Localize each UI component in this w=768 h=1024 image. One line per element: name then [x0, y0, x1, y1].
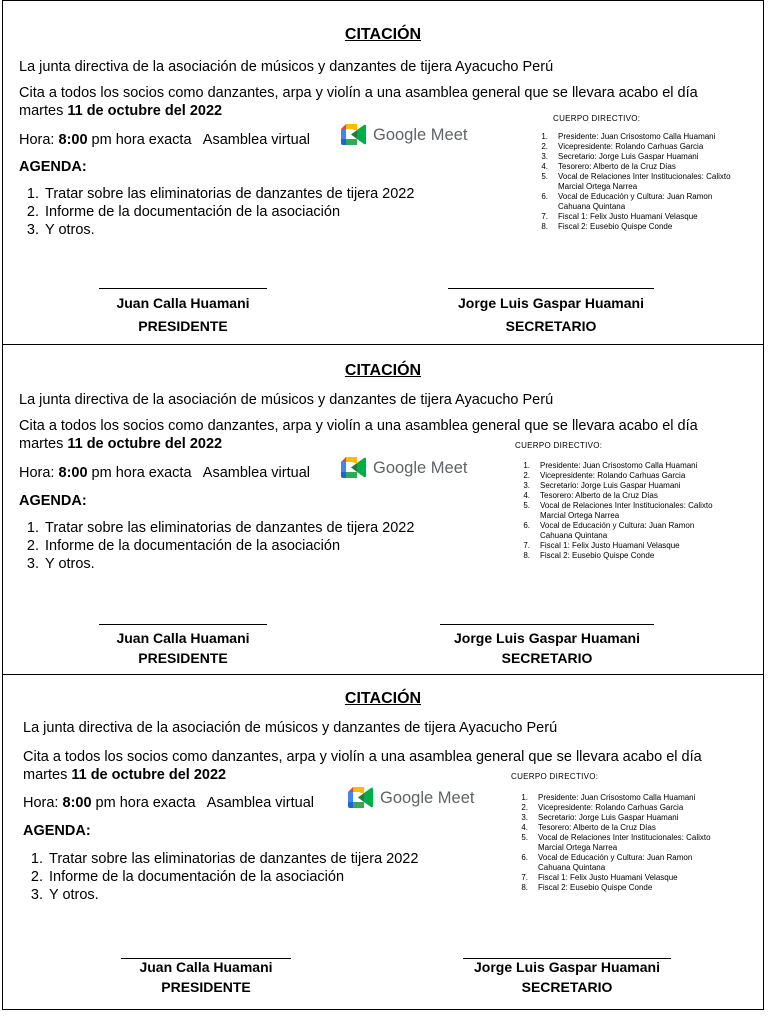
board-member: 2. Vicepresidente: Rolando Carhuas Garcia	[521, 803, 684, 812]
board-member: 8. Fiscal 2: Eusebio Quispe Conde	[541, 222, 673, 231]
secretary-name: Jorge Luis Gaspar Huamani	[454, 630, 640, 646]
agenda-item: 3. Y otros.	[30, 887, 99, 903]
secretary-role: SECRETARIO	[501, 650, 593, 666]
president-role: PRESIDENTE	[161, 979, 251, 995]
time-value: 8:00	[62, 795, 92, 811]
agenda-item: 2. Informe de la documentación de la asociación	[26, 538, 341, 554]
citation-card	[2, 674, 764, 1010]
agenda-list	[15, 185, 414, 239]
board-list	[508, 461, 723, 561]
agenda-item: 2. Informe de la documentación de la asociación	[30, 869, 345, 885]
citation-card	[2, 344, 764, 675]
board-member: 7. Fiscal 1: Felix Justo Huamani Velasque	[541, 212, 698, 221]
board-member: 5. Vocal de Relaciones Inter Institucionales: Calixto Marcial Ortega Narrea	[521, 833, 711, 852]
secretary-role: SECRETARIO	[505, 318, 597, 334]
board-member: 7. Fiscal 1: Felix Justo Huamani Velasque	[521, 873, 678, 882]
secretary-role: SECRETARIO	[521, 979, 613, 995]
board-member: 6. Vocal de Educación y Cultura: Juan Ramon Cahuana Quintana	[521, 853, 693, 872]
meeting-time-line	[19, 132, 310, 148]
invitation-date: 11 de octubre del 2022	[67, 103, 223, 119]
citation-title: CITACIÓN	[344, 362, 422, 379]
signature-line-secretary	[448, 288, 654, 289]
board-member: 3. Secretario: Jorge Luis Gaspar Huamani	[541, 152, 699, 161]
citation-title: CITACIÓN	[344, 26, 422, 43]
google-meet-logo	[348, 787, 474, 809]
president-name: Juan Calla Huamani	[139, 959, 273, 975]
invitation-date: 11 de octubre del 2022	[67, 436, 223, 452]
google-meet-label: Google Meet	[373, 125, 468, 144]
board-member: 5. Vocal de Relaciones Inter Institucionales: Calixto Marcial Ortega Narrea	[541, 172, 731, 191]
agenda-item: 1. Tratar sobre las eliminatorias de danzantes de tijera 2022	[26, 520, 415, 536]
board-heading: CUERPO DIRECTIVO:	[553, 114, 641, 123]
agenda-list	[15, 519, 414, 573]
board-member: 1. Presidente: Juan Crisostomo Calla Huamani	[523, 461, 698, 470]
president-name: Juan Calla Huamani	[116, 630, 250, 646]
board-member: 7. Fiscal 1: Felix Justo Huamani Velasque	[523, 541, 680, 550]
invitation-text: Cita a todos los socios como danzantes, arpa y violín a una asamblea general que se llevara acabo el día	[19, 418, 698, 434]
invitation-text: Cita a todos los socios como danzantes, arpa y violín a una asamblea general que se llevara acabo el día	[23, 749, 702, 765]
google-meet-icon	[341, 124, 367, 146]
google-meet-logo	[341, 124, 467, 146]
invitation-day: martes	[19, 436, 68, 452]
secretary-name: Jorge Luis Gaspar Huamani	[458, 295, 644, 311]
board-member: 1. Presidente: Juan Crisostomo Calla Huamani	[521, 793, 696, 802]
board-member: 2. Vicepresidente: Rolando Carhuas Garcia	[523, 471, 686, 480]
time-detail: pm hora exacta Asamblea virtual	[87, 465, 310, 481]
board-list	[526, 132, 741, 232]
agenda-item: 3. Y otros.	[26, 556, 95, 572]
google-meet-label: Google Meet	[380, 788, 475, 807]
signature-line-president	[99, 288, 267, 289]
time-label: Hora:	[19, 465, 59, 481]
time-value: 8:00	[58, 132, 88, 148]
board-member: 8. Fiscal 2: Eusebio Quispe Conde	[521, 883, 653, 892]
invitation-day: martes	[19, 103, 68, 119]
board-member: 6. Vocal de Educación y Cultura: Juan Ramon Cahuana Quintana	[523, 521, 695, 540]
signature-line-secretary	[440, 624, 654, 625]
board-member: 3. Secretario: Jorge Luis Gaspar Huamani	[523, 481, 681, 490]
intro-text: La junta directiva de la asociación de músicos y danzantes de tijera Ayacucho Perú	[19, 392, 554, 408]
president-role: PRESIDENTE	[138, 318, 228, 334]
agenda-heading: AGENDA:	[19, 493, 87, 509]
invitation-day: martes	[23, 767, 72, 783]
board-list	[506, 793, 721, 893]
invitation-date-line	[19, 436, 222, 452]
agenda-heading: AGENDA:	[23, 823, 91, 839]
google-meet-logo	[341, 457, 467, 479]
meeting-time-line	[23, 795, 314, 811]
invitation-date: 11 de octubre del 2022	[71, 767, 227, 783]
time-value: 8:00	[58, 465, 88, 481]
board-member: 1. Presidente: Juan Crisostomo Calla Huamani	[541, 132, 716, 141]
board-member: 5. Vocal de Relaciones Inter Institucionales: Calixto Marcial Ortega Narrea	[523, 501, 713, 520]
google-meet-icon	[348, 787, 374, 809]
board-member: 8. Fiscal 2: Eusebio Quispe Conde	[523, 551, 655, 560]
google-meet-label: Google Meet	[373, 458, 468, 477]
board-member: 2. Vicepresidente: Rolando Carhuas Garcia	[541, 142, 704, 151]
agenda-item: 1. Tratar sobre las eliminatorias de danzantes de tijera 2022	[26, 186, 415, 202]
intro-text: La junta directiva de la asociación de músicos y danzantes de tijera Ayacucho Perú	[19, 59, 554, 75]
meeting-time-line	[19, 465, 310, 481]
secretary-name: Jorge Luis Gaspar Huamani	[474, 959, 660, 975]
board-member: 3. Secretario: Jorge Luis Gaspar Huamani	[521, 813, 679, 822]
board-heading: CUERPO DIRECTIVO:	[515, 441, 603, 450]
invitation-date-line	[19, 103, 222, 119]
board-member: 4. Tesorero: Alberto de la Cruz Días	[541, 162, 676, 171]
citation-title: CITACIÓN	[344, 690, 422, 707]
board-member: 6. Vocal de Educación y Cultura: Juan Ramon Cahuana Quintana	[541, 192, 713, 211]
invitation-date-line	[23, 767, 226, 783]
time-label: Hora:	[23, 795, 63, 811]
board-heading: CUERPO DIRECTIVO:	[511, 772, 599, 781]
agenda-item: 3. Y otros.	[26, 222, 95, 238]
time-detail: pm hora exacta Asamblea virtual	[91, 795, 314, 811]
board-member: 4. Tesorero: Alberto de la Cruz Días	[523, 491, 658, 500]
intro-text: La junta directiva de la asociación de músicos y danzantes de tijera Ayacucho Perú	[23, 720, 558, 736]
agenda-item: 1. Tratar sobre las eliminatorias de danzantes de tijera 2022	[30, 851, 419, 867]
agenda-heading: AGENDA:	[19, 159, 87, 175]
board-member: 4. Tesorero: Alberto de la Cruz Días	[521, 823, 656, 832]
time-detail: pm hora exacta Asamblea virtual	[87, 132, 310, 148]
agenda-item: 2. Informe de la documentación de la asociación	[26, 204, 341, 220]
president-role: PRESIDENTE	[138, 650, 228, 666]
google-meet-icon	[341, 457, 367, 479]
signature-line-president	[99, 624, 267, 625]
president-name: Juan Calla Huamani	[116, 295, 250, 311]
time-label: Hora:	[19, 132, 59, 148]
citation-card	[2, 0, 764, 345]
invitation-text: Cita a todos los socios como danzantes, arpa y violín a una asamblea general que se llevara acabo el día	[19, 85, 698, 101]
agenda-list	[19, 850, 418, 904]
